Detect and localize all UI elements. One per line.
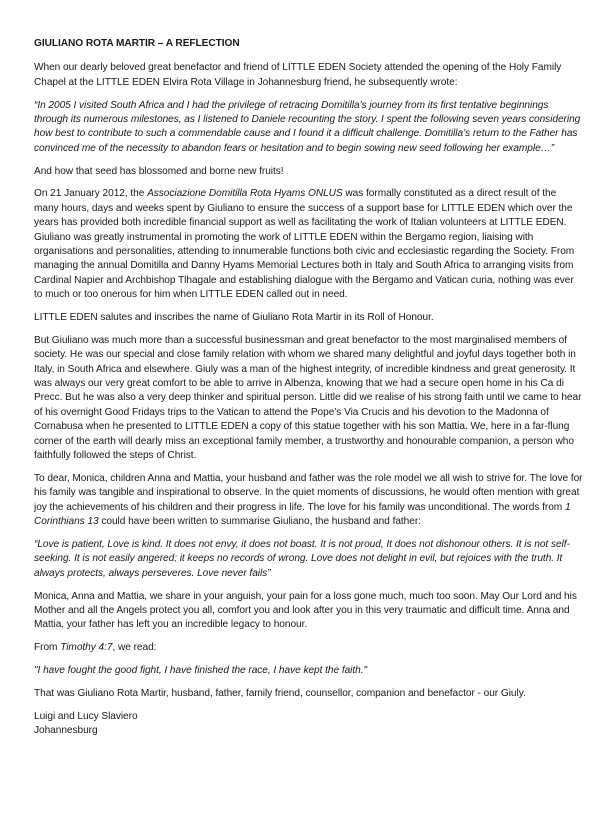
paragraph-association [34,187,583,302]
paragraph-timothy-intro [34,641,583,655]
association-name: Associazione Domitilla Rota Hyams ONLUS [147,188,343,200]
paragraph-family-relation: But Giuliano was much more than a successful businessman and great benefactor to the most marginalised members of society. He was our special and close family relation with whom we shared many delightful and joyful days together both in Italy, in South Africa and elsewhere. Giuly was a man of the highest integrity, of incredible kindness and great generosity. It was always our very great comfort to be able to arrive in Albenza, knowing that we had a secure open home in his Ca di Precc. But he was also a very deep thinker and spiritual person. Little did we realise of his strong faith until we came to hear of his overnight Good Fridays trips to the Vatican to attend the Pope’s Via Crucis and his devotion to the Madonna of Cornabusa when he presented to LITTLE EDEN a copy of this statue together with his son Mattia. We, here in a far-flung corner of the earth will dearly miss an exceptional family member, a trustworthy and honourable companion, a person who faithfully followed the steps of Christ. [34,334,582,462]
signature-block [34,710,583,739]
family-message-start: To dear, Monica, children Anna and Mattia, your husband and father was the role model we all wish to strive for. The love for his family was tangible and inspirational to observe. In the quiet moments of discussions, he would often mention with great joy the achievements of his children and their progress in life. The love for his family was unconditional. The words from [34,472,583,513]
paragraph-closing: That was Giuliano Rota Martir, husband, father, family friend, counsellor, companion and benefactor - our Giuly. [34,687,526,699]
corinthians-reference: 1 Corinthians 13 [34,501,571,528]
paragraph-seed: And how that seed has blossomed and borne new fruits! [34,165,284,177]
timothy-reference: Timothy 4:7 [60,642,113,654]
quote-giuliano: “In 2005 I visited South Africa and I had the privilege of retracing Domitilla’s journey from its first tentative beginnings through its numerous milestones, as I listened to Daniele recounting the story. I spent the following seven years considering how best to contribute to such a commendable cause and I found it a difficult challenge. Domitilla’s return to the Father has convinced me of the necessity to abandon fears or hesitation and to begin sowing new seed following her example…” [34,99,581,154]
paragraph-condolence: Monica, Anna and Mattia, we share in your anguish, your pain for a loss gone much, much too soon. May Our Lord and his Mother and all the Angels protect you all, comfort you and look after you in this very traumatic and difficult time. Anna and Mattia, your father has left you an incredible legacy to honour. [34,590,577,631]
paragraph-family-message [34,472,583,530]
signature-names: Luigi and Lucy Slaviero [34,710,138,722]
quote-timothy: "I have fought the good fight, I have finished the race, I have kept the faith." [34,664,368,676]
signature-place: Johannesburg [34,724,98,736]
quote-corinthians: “Love is patient, Love is kind. It does not envy, it does not boast. It is not proud, It does not dishonour others. It is not self-seeking. It is not easily angered; it keeps no records of wrong. Love does not delight in evil, but rejoices with the truth. It always protects, always perseveres. Love never fails” [34,538,570,579]
timothy-intro-rest: , we read: [112,642,157,654]
paragraph-intro: When our dearly beloved great benefactor and friend of LITTLE EDEN Society attended the opening of the Holy Family Chapel at the LITTLE EDEN Elvira Rota Village in Johannesburg friend, he subsequently wrote: [34,62,562,88]
association-text-start: On 21 January 2012, the [34,188,148,200]
paragraph-roll-of-honour: LITTLE EDEN salutes and inscribes the name of Giuliano Rota Martir in its Roll of Honour. [34,312,434,324]
page-title: GIULIANO ROTA MARTIR – A REFLECTION [34,38,240,49]
timothy-intro-start: From [34,642,61,654]
association-text-rest: was formally constituted as a direct result of the many hours, days and weeks spent by Giuliano to ensure the success of a support base for LITTLE EDEN which over the years has provided both incredible financial support as well as facilitating the work of Italian volunteers at LITTLE EDEN. Giuliano was greatly instrumental in promoting the work of LITTLE EDEN within the Bergamo region, liaising with organisations and personalities, attending to innumerable functions both civic and ecclesiastic regarding the Society. From managing the annual Domitilla and Danny Hyams Memorial Lectures both in Italy and South Africa to arranging visits from Cardinal Napier and Archbishop Tlhagale and establishing dialogue with the Bergamo and Vatican curia, nothing was ever to much or too onerous for him when LITTLE EDEN called out in need. [34,188,575,301]
family-message-rest: could have been written to summarise Giuliano, the husband and father: [98,516,421,528]
